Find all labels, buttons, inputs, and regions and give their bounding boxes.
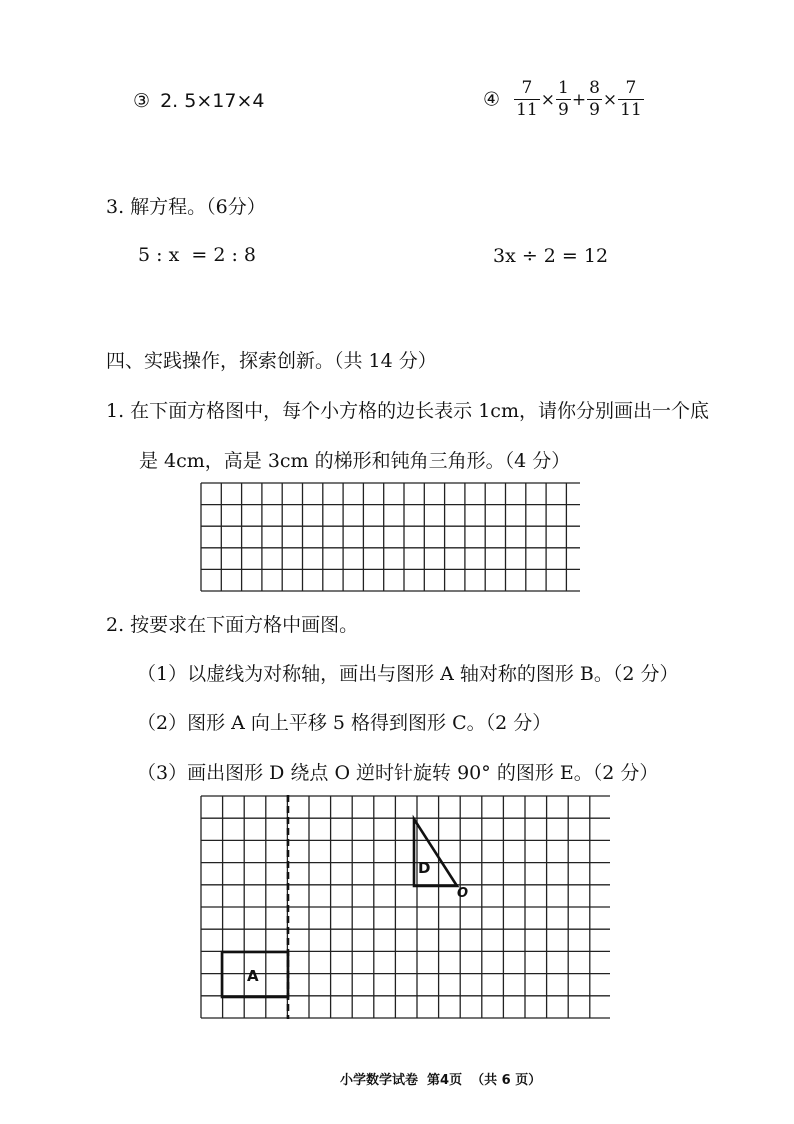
question-2-heading: 2. 按要求在下面方格中画图。 bbox=[106, 614, 359, 636]
calc-item-3 bbox=[133, 90, 264, 112]
equation-1: 5 : x = 2 : 8 bbox=[138, 244, 256, 266]
fraction bbox=[514, 80, 540, 119]
question-2-sub-2: （2）图形 A 向上平移 5 格得到图形 C。（2 分） bbox=[137, 712, 552, 734]
fraction-denominator: 9 bbox=[589, 100, 600, 120]
fraction bbox=[618, 80, 644, 119]
fraction-denominator: 9 bbox=[557, 100, 569, 120]
item-3-expression: 2. 5×17×4 bbox=[160, 90, 265, 112]
drawing-grid-1[interactable] bbox=[200, 482, 580, 594]
shape-d-label: D bbox=[418, 859, 431, 877]
question-1-line-1: 1. 在下面方格图中，每个小方格的边长表示 1cm，请你分别画出一个底 bbox=[106, 400, 709, 422]
question-2-sub-1: （1）以虚线为对称轴，画出与图形 A 轴对称的图形 B。（2 分） bbox=[137, 663, 679, 685]
equations-heading: 3. 解方程。（6分） bbox=[106, 196, 266, 218]
question-1-line-2: 是 4cm，高是 3cm 的梯形和钝角三角形。（4 分） bbox=[139, 450, 571, 472]
item-4-fraction-expression bbox=[514, 78, 644, 120]
operator-symbol: × bbox=[540, 89, 555, 110]
equation-2: 3x ÷ 2 = 12 bbox=[493, 245, 609, 267]
item-4-marker: ④ bbox=[483, 88, 501, 111]
item-3-marker: ③ bbox=[133, 90, 151, 112]
fraction bbox=[556, 80, 571, 119]
shape-a-label: A bbox=[247, 967, 259, 985]
operator-symbol: × bbox=[602, 89, 618, 110]
fraction-numerator: 7 bbox=[618, 80, 644, 100]
calc-item-4 bbox=[483, 80, 644, 119]
fraction-numerator: 7 bbox=[514, 80, 540, 100]
fraction-numerator: 1 bbox=[557, 78, 569, 98]
section-4-heading: 四、实践操作，探索创新。（共 14 分） bbox=[106, 350, 437, 372]
question-2-sub-3: （3）画出图形 D 绕点 O 逆时针旋转 90° 的图形 E。（2 分） bbox=[137, 762, 659, 784]
fraction bbox=[587, 80, 602, 119]
page-footer: 小学数学试卷 第4页 （共 6 页） bbox=[340, 1073, 542, 1088]
operator-symbol: + bbox=[571, 89, 587, 110]
drawing-grid-2[interactable] bbox=[200, 795, 610, 1025]
point-o-label: O bbox=[457, 886, 469, 901]
fraction-numerator: 8 bbox=[589, 78, 600, 98]
fraction-denominator: 11 bbox=[620, 100, 642, 120]
fraction-denominator: 11 bbox=[516, 100, 538, 120]
